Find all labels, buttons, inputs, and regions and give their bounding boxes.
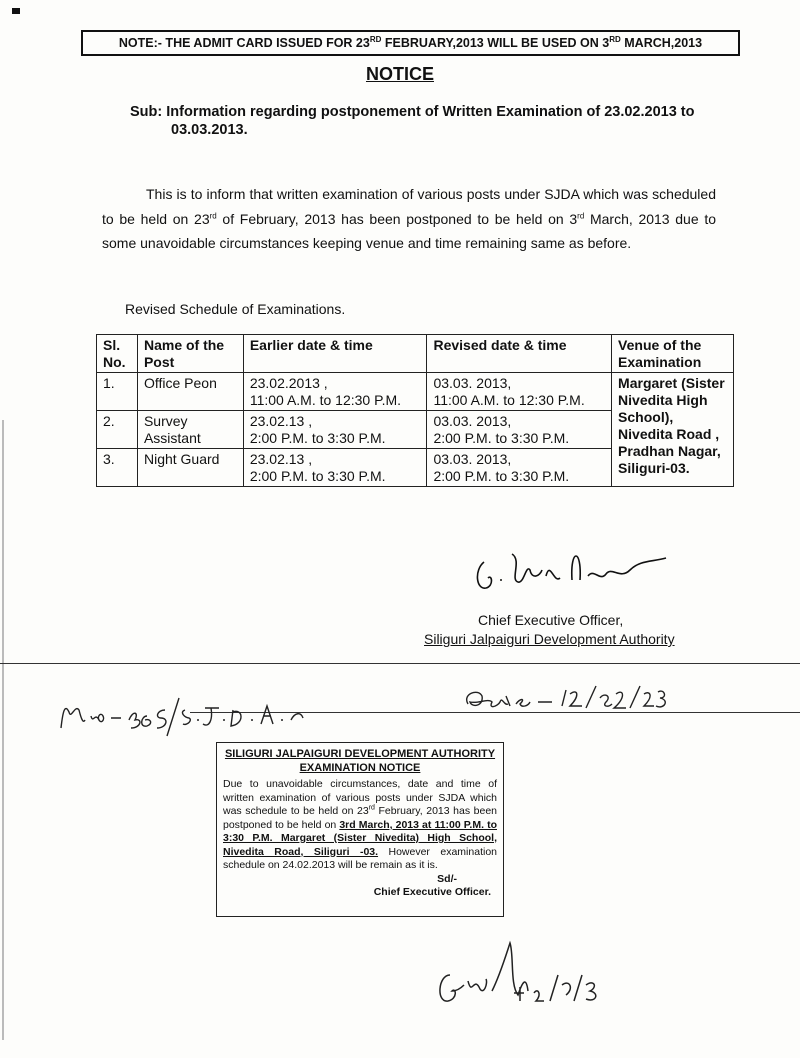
press-sd: Sd/- xyxy=(437,872,457,885)
press-sup: rd xyxy=(368,804,375,812)
cell-post: Survey Assistant xyxy=(137,411,243,449)
scan-edge-line xyxy=(2,420,4,1040)
handwritten-signature-dated xyxy=(430,935,610,1015)
earlier-date: 23.02.13 , xyxy=(249,413,313,429)
cell-post: Night Guard xyxy=(137,449,243,487)
cell-earlier xyxy=(243,373,427,411)
press-heading-1: SILIGURI JALPAIGURI DEVELOPMENT AUTHORITY xyxy=(224,748,496,760)
admit-card-note xyxy=(81,30,740,56)
press-bold-text: 3rd March, 2013 at 11:00 P.M. to 3:30 P.M. Margaret (Sister Nivedita) High School, Nivedita Road, Siliguri -03. xyxy=(223,818,497,858)
header-post: Name of the Post xyxy=(137,335,243,373)
subject-line-1: Sub: Information regarding postponement of Written Examination of 23.02.2013 to xyxy=(130,104,695,120)
signatory-authority: Siliguri Jalpaiguri Development Authority xyxy=(424,631,675,647)
corner-mark xyxy=(12,8,20,14)
earlier-date: 23.02.13 , xyxy=(249,451,313,467)
page-divider xyxy=(0,663,800,664)
ceo-signature xyxy=(470,540,670,600)
signatory-designation: Chief Executive Officer, xyxy=(478,612,624,628)
note-middle: FEBRUARY,2013 WILL BE USED ON 3 xyxy=(381,36,610,50)
body-text-2: of February, 2013 has been postponed to be held on 3 xyxy=(216,210,578,227)
cell-sl: 1. xyxy=(97,373,138,411)
note-sup-1: RD xyxy=(369,34,382,44)
note-prefix: NOTE:- THE ADMIT CARD ISSUED FOR 23 xyxy=(118,36,370,50)
note-suffix: MARCH,2013 xyxy=(620,36,703,50)
earlier-date: 23.02.2013 , xyxy=(249,375,328,391)
header-sl: Sl. No. xyxy=(97,335,138,373)
cell-revised xyxy=(427,449,612,487)
revised-time: 2:00 P.M. to 3:30 P.M. xyxy=(433,430,570,446)
press-heading-2: EXAMINATION NOTICE xyxy=(299,761,421,774)
schedule-table xyxy=(96,334,734,487)
press-body xyxy=(223,778,497,873)
press-text-2: February, 2013 has been postponed to be held on xyxy=(223,805,497,831)
body-text-3: March, 2013 due to some unavoidable circumstances keeping venue and time remaining same as before. xyxy=(102,210,716,251)
press-text-3: However examination schedule on 24.02.2013 will be remain as it is. xyxy=(223,845,497,871)
earlier-time: 2:00 P.M. to 3:30 P.M. xyxy=(249,468,386,484)
table-row xyxy=(97,373,734,411)
cell-earlier xyxy=(243,449,427,487)
revised-time: 11:00 A.M. to 12:30 P.M. xyxy=(433,392,585,408)
header-venue: Venue of the Examination xyxy=(612,335,734,373)
cell-revised xyxy=(427,373,612,411)
cell-sl: 2. xyxy=(97,411,138,449)
body-paragraph xyxy=(102,182,716,256)
body-text-1: This is to inform that written examination of various posts under SJDA which was scheduled to be held on 23 xyxy=(102,186,716,227)
revised-date: 03.03. 2013, xyxy=(433,413,512,429)
subject xyxy=(130,103,730,139)
cell-venue: Margaret (Sister Nivedita High School), Nivedita Road , Pradhan Nagar, Siliguri-03. xyxy=(612,373,734,487)
press-ceo: Chief Executive Officer. xyxy=(373,886,491,898)
note-sup-2: RD xyxy=(609,34,621,44)
revised-time: 2:00 P.M. to 3:30 P.M. xyxy=(433,468,570,484)
press-text-1: Due to unavoidable circumstances, date and time of written examination of various posts under SJDA which was schedule to be held on 23 xyxy=(223,778,497,817)
revised-date: 03.03. 2013, xyxy=(433,451,512,467)
subject-line-2: 03.03.2013. xyxy=(171,122,248,138)
schedule-title: Revised Schedule of Examinations. xyxy=(125,301,346,317)
header-revised: Revised date & time xyxy=(427,335,612,373)
header-earlier: Earlier date & time xyxy=(243,335,427,373)
revised-date: 03.03. 2013, xyxy=(433,375,512,391)
cell-earlier xyxy=(243,411,427,449)
press-notice-box xyxy=(216,742,504,917)
earlier-time: 11:00 A.M. to 12:30 P.M. xyxy=(249,392,402,408)
body-sup-1: rd xyxy=(209,210,217,220)
cell-post: Office Peon xyxy=(137,373,243,411)
handwritten-date xyxy=(458,680,668,720)
earlier-time: 2:00 P.M. to 3:30 P.M. xyxy=(249,430,386,446)
notice-title: NOTICE xyxy=(365,64,434,84)
cell-sl: 3. xyxy=(97,449,138,487)
body-sup-2: rd xyxy=(577,210,585,220)
cell-revised xyxy=(427,411,612,449)
handwritten-memo-number xyxy=(55,690,315,738)
table-header-row xyxy=(97,335,734,373)
